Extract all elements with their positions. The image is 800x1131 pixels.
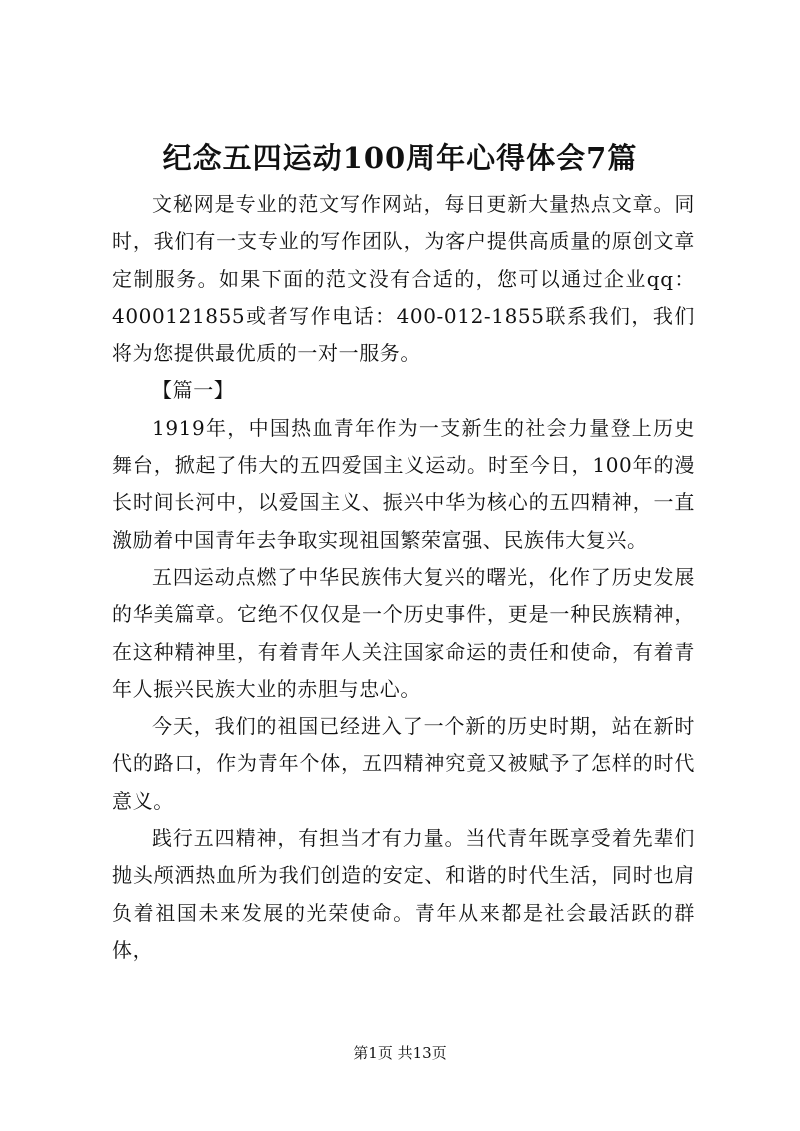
intro-paragraph: 文秘网是专业的范文写作网站，每日更新大量热点文章。同时，我们有一支专业的写作团队，为客户提供高质量的原创文章定制服务。如果下面的范文没有合适的，您可以通过企业qq：4000121855或者写作电话：400-012-1855联系我们，我们将为您提供最优质的一对一服务。 [112,192,695,366]
body-paragraph: 五四运动点燃了中华民族伟大复兴的曙光，化作了历史发展的华美篇章。它绝不仅仅是一个历史事件，更是一种民族精神，在这种精神里，有着青年人关注国家命运的责任和使命，有着青年人振兴民族大业的赤胆与忠心。 [112,564,695,701]
body-paragraph: 1919年，中国热血青年作为一支新生的社会力量登上历史舞台，掀起了伟大的五四爱国主义运动。时至今日，100年的漫长时间长河中，以爱国主义、振兴中华为核心的五四精神，一直激励着中国青年去争取实现祖国繁荣富强、民族伟大复兴。 [112,415,695,552]
body-paragraph: 践行五四精神，有担当才有力量。当代青年既享受着先辈们抛头颅洒热血所为我们创造的安定、和谐的时代生活，同时也肩负着祖国未来发展的光荣使命。青年从来都是社会最活跃的群体， [112,826,695,962]
body-paragraph: 今天，我们的祖国已经进入了一个新的历史时期，站在新时代的路口，作为青年个体，五四精神究竟又被赋予了怎样的时代意义。 [112,714,695,813]
section-heading: 【篇一】 [152,378,235,403]
document-body [112,186,695,969]
document-title: 纪念五四运动100周年心得体会7篇 [162,141,638,175]
page-footer: 第1页 共13页 [353,1044,447,1062]
